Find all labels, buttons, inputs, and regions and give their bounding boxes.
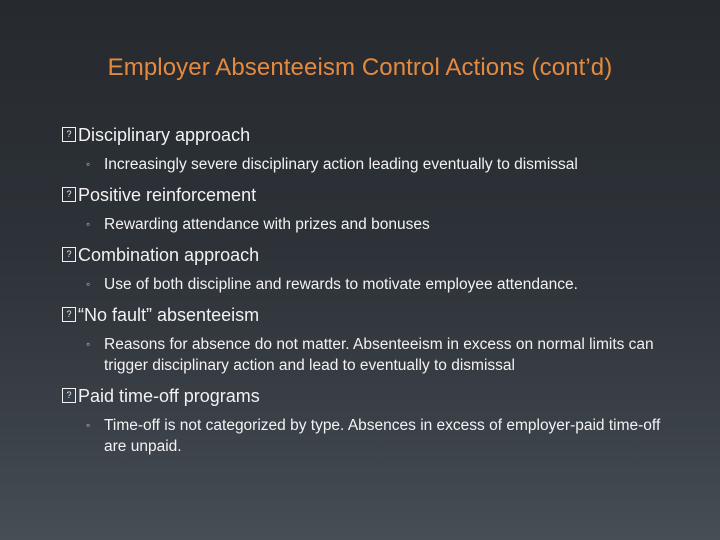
sub-bullet-item <box>86 274 682 295</box>
bullet-label: Combination approach <box>78 245 260 265</box>
bullet-item <box>62 244 682 266</box>
sub-bullet-item <box>86 334 682 376</box>
bullet-group-paid-time-off <box>62 385 682 457</box>
sub-bullet-item <box>86 154 682 175</box>
bullet-item <box>62 124 682 146</box>
sub-bullet-text: Time-off is not categorized by type. Absences in excess of employer-paid time-off are unpaid. <box>104 417 661 455</box>
bullet-label: Paid time-off programs <box>78 386 260 406</box>
missing-glyph-icon: ? <box>62 247 76 262</box>
ring-bullet-icon: ◦ <box>86 337 91 351</box>
sub-bullet-text: Rewarding attendance with prizes and bonuses <box>104 216 430 233</box>
bullet-group-combination <box>62 244 682 295</box>
bullet-label: Positive reinforcement <box>78 185 257 205</box>
bullet-item <box>62 304 682 326</box>
bullet-group-positive <box>62 184 682 235</box>
missing-glyph-icon: ? <box>62 187 76 202</box>
ring-bullet-icon: ◦ <box>86 157 91 171</box>
ring-bullet-icon: ◦ <box>86 217 91 231</box>
missing-glyph-icon: ? <box>62 127 76 142</box>
sub-bullet-text: Use of both discipline and rewards to motivate employee attendance. <box>104 276 578 293</box>
ring-bullet-icon: ◦ <box>86 277 91 291</box>
bullet-group-no-fault <box>62 304 682 376</box>
sub-bullet-item <box>86 415 682 457</box>
sub-bullet-text: Increasingly severe disciplinary action leading eventually to dismissal <box>104 156 578 173</box>
ring-bullet-icon: ◦ <box>86 418 91 432</box>
missing-glyph-icon: ? <box>62 388 76 403</box>
bullet-group-disciplinary <box>62 124 682 175</box>
bullet-item <box>62 385 682 407</box>
sub-bullet-item <box>86 214 682 235</box>
bullet-label: “No fault” absenteeism <box>78 305 260 325</box>
sub-bullet-text: Reasons for absence do not matter. Absenteeism in excess on normal limits can trigger disciplinary action and lead to eventually to dismissal <box>104 336 654 374</box>
bullet-list <box>62 124 682 466</box>
missing-glyph-icon: ? <box>62 307 76 322</box>
slide-title: Employer Absenteeism Control Actions (cont’d) <box>107 54 613 81</box>
bullet-label: Disciplinary approach <box>78 125 251 145</box>
bullet-item <box>62 184 682 206</box>
